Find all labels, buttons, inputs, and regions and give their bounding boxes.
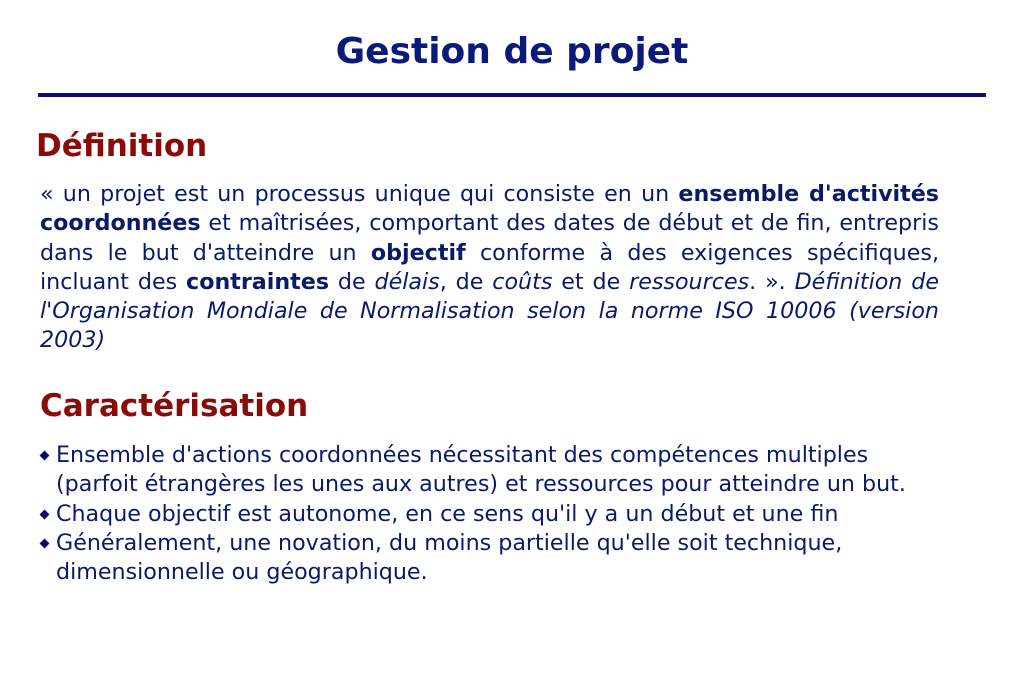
definition-source: Définition de l'Organisation Mondiale de Normalisation selon la norme ISO 10006 (version 2003) [40,268,939,354]
definition-italic-term: ressources [629,268,750,295]
definition-text: et maîtrisées, comportant des dates de début et de fin, entrepris dans le but d'atteindre un [40,210,939,266]
characterisation-heading: Caractérisation [40,388,309,424]
list-item-text: Chaque objectif est autonome, en ce sens qu'il y a un début et une fin [56,500,839,527]
definition-italic-term: coûts [492,268,553,295]
definition-heading: Définition [36,128,208,164]
list-item-text: Généralement, une novation, du moins partielle qu'elle soit technique, dimensionnelle ou géographique. [56,529,843,586]
definition-bold-term: contraintes [186,268,330,295]
definition-text: « un projet est un processus unique qui consiste en un [40,181,679,207]
list-item [40,500,940,529]
diamond-bullet-icon [40,538,50,548]
definition-text: . ». [749,268,795,295]
list-item [40,441,940,500]
diamond-bullet-icon [40,509,50,519]
definition-text: et de [552,268,630,295]
definition-text: , de [439,268,493,295]
definition-bold-term: ensemble d'activités coordonnées [40,181,939,237]
list-item-text: Ensemble d'actions coordonnées nécessitant des compétences multiples (parfoit étrangères les unes aux autres) et ressources pour atteindre un but. [56,442,906,498]
definition-text: conforme à des exigences spécifiques, incluant des [40,239,939,295]
diamond-bullet-icon [40,451,50,461]
list-item [40,529,940,588]
definition-text: de [329,268,375,295]
characterisation-list [40,441,940,587]
definition-italic-term: délais [374,268,440,295]
definition-paragraph [40,180,939,356]
slide-title: Gestion de projet [335,31,689,72]
title-divider [38,93,986,97]
definition-bold-term: objectif [370,239,466,266]
